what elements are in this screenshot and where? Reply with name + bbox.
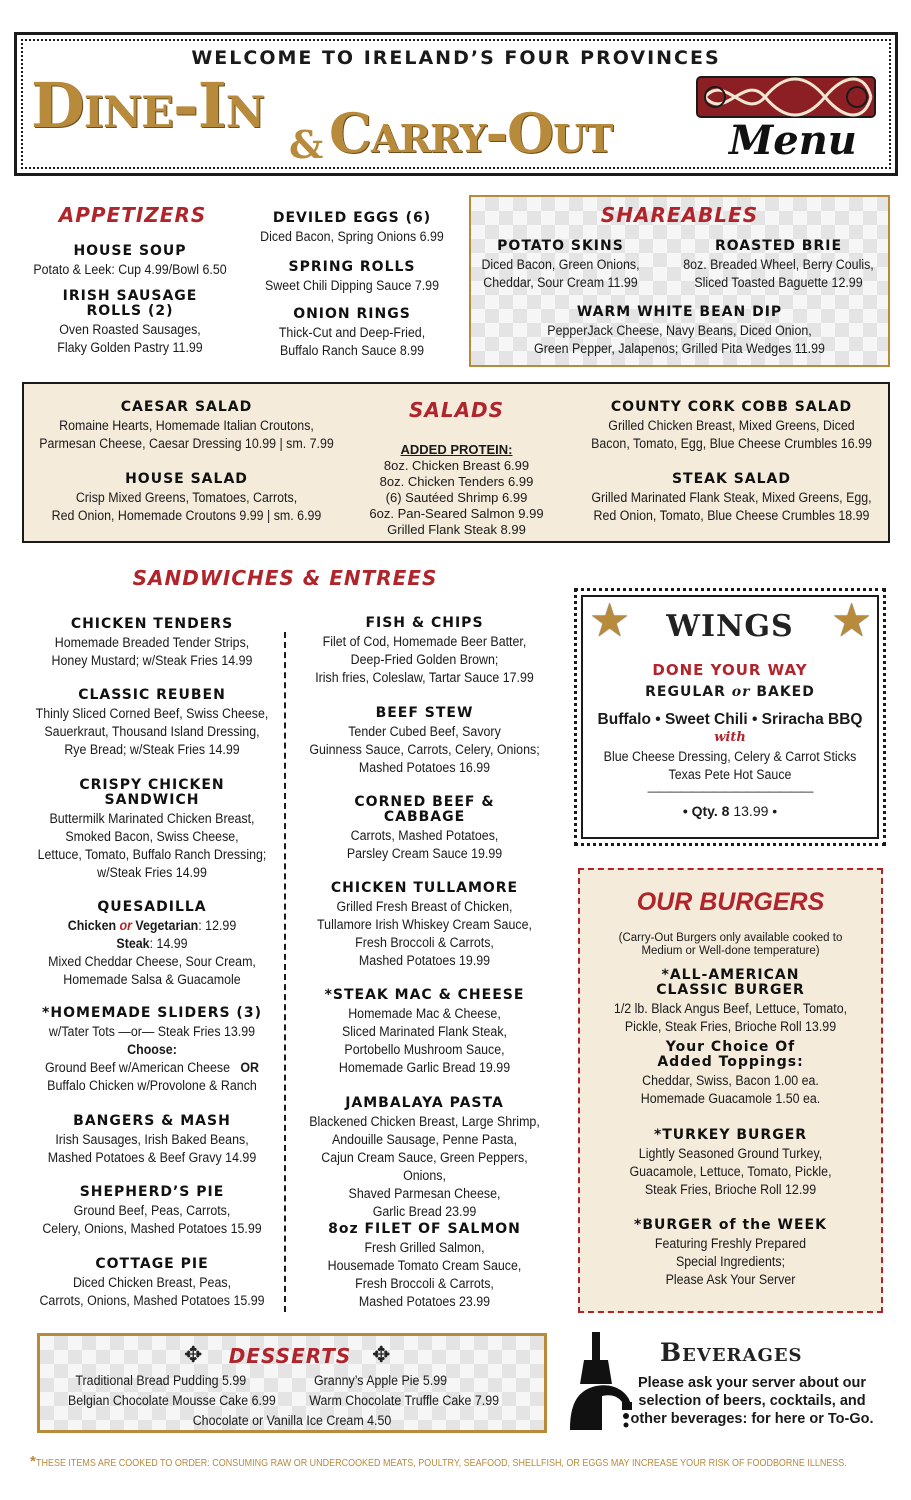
item-desc: Red Onion, Homemade Croutons 9.99 | sm. 6.99	[51, 508, 322, 523]
entree-beef-stew	[292, 706, 557, 777]
item-desc: Portobello Mushroom Sauce,	[344, 1042, 505, 1057]
item-desc: Traditional Bread Pudding 5.99	[75, 1373, 247, 1388]
item-desc: Sliced Marinated Flank Steak,	[342, 1024, 507, 1039]
dessert-apple-pie	[306, 1372, 506, 1390]
appetizer-onion-rings	[247, 307, 457, 360]
item-desc: Tender Cubed Beef, Savory	[348, 724, 501, 739]
item-title: SHEPHERD’S PIE	[79, 1184, 225, 1200]
protein-option: (6) Sautéed Shrimp 6.99	[385, 490, 528, 505]
item-title: HOUSE SALAD	[125, 471, 248, 487]
item-desc: 1/2 lb. Black Angus Beef, Lettuce, Tomato,	[613, 1001, 848, 1016]
item-title: FISH & CHIPS	[365, 615, 484, 631]
item-desc: Red Onion, Tomato, Blue Cheese Crumbles 18.99	[593, 508, 870, 523]
welcome-text: WELCOME TO IRELAND’S FOUR PROVINCES	[191, 47, 721, 69]
item-title: IRISH SAUSAGE	[62, 288, 198, 304]
item-desc: Diced Bacon, Green Onions,	[481, 257, 640, 272]
item-title: POTATO SKINS	[497, 238, 624, 254]
item-desc: Celery, Onions, Mashed Potatoes 15.99	[42, 1221, 262, 1236]
item-desc: Carrots, Mashed Potatoes,	[350, 828, 499, 843]
item-desc: Belgian Chocolate Mousse Cake 6.99	[68, 1393, 276, 1408]
item-desc: Guinness Sauce, Carrots, Celery, Onions;	[309, 742, 540, 757]
shareables-heading: SHAREABLES	[600, 203, 759, 227]
title-dine-in: Dine-In	[31, 69, 264, 142]
item-desc: Pickle, Steak Fries, Brioche Roll 13.99	[624, 1019, 837, 1034]
item-desc: Flaky Golden Pastry 11.99	[57, 340, 203, 355]
item-title: DEVILED EGGS (6)	[272, 210, 432, 226]
item-desc: Fresh Grilled Salmon,	[364, 1240, 485, 1255]
item-desc: Mixed Cheddar Cheese, Sour Cream,	[48, 954, 256, 969]
wings-sides	[577, 748, 883, 784]
beverages-line: Please ask your server about our	[637, 1375, 867, 1391]
item-title: JAMBALAYA PASTA	[345, 1095, 504, 1111]
item-desc: Lightly Seasoned Ground Turkey,	[638, 1146, 823, 1161]
item-desc: Sliced Toasted Baguette 12.99	[694, 275, 863, 290]
beverages-line: selection of beers, cocktails, and	[638, 1393, 866, 1409]
entree-jambalaya	[292, 1096, 557, 1221]
burger-of-the-week	[580, 1218, 881, 1289]
item-title: ONION RINGS	[293, 306, 411, 322]
or-word: or	[119, 918, 132, 933]
item-desc: Thick-Cut and Deep-Fried,	[278, 325, 426, 340]
item-desc: Homemade Breaded Tender Strips,	[54, 635, 250, 650]
item-title: Your Choice Of	[665, 1039, 796, 1055]
item-title: *BURGER of the WEEK	[634, 1217, 827, 1233]
wings-style	[577, 684, 883, 700]
item-desc: Steak Fries, Brioche Roll 12.99	[644, 1182, 817, 1197]
wings-qty	[577, 803, 883, 819]
item-desc: Irish fries, Coleslaw, Tartar Sauce 17.99	[315, 670, 534, 685]
entree-quesadilla	[22, 900, 282, 989]
appetizers-heading: APPETIZERS	[58, 203, 207, 227]
item-desc: Homemade Salsa & Guacamole	[63, 972, 241, 987]
desserts-box	[37, 1333, 547, 1433]
wings-rule: ———————————————	[647, 784, 813, 798]
item-desc: w/Steak Fries 14.99	[97, 865, 207, 880]
item-desc: Special Ingredients;	[675, 1254, 786, 1269]
or-word: or	[731, 684, 751, 700]
shareable-bean-dip	[481, 305, 878, 358]
desserts-heading: DESSERTS	[228, 1344, 352, 1368]
item-desc: Cheddar, Sour Cream 11.99	[483, 275, 638, 290]
star-icon: ★	[831, 594, 873, 646]
item-desc: Mashed Potatoes & Beef Gravy 14.99	[47, 1150, 257, 1165]
item-title: *TURKEY BURGER	[653, 1127, 808, 1143]
menu-script: Menu	[729, 117, 857, 164]
entree-shepherds-pie	[22, 1185, 282, 1238]
item-desc: 8oz. Breaded Wheel, Berry Coulis,	[683, 257, 874, 272]
wings-title: WINGS	[666, 609, 794, 644]
item-title: BANGERS & MASH	[73, 1113, 231, 1129]
item-desc: Chocolate or Vanilla Ice Cream 4.50	[192, 1413, 392, 1428]
choose-label: Choose:	[127, 1042, 177, 1057]
item-desc: Fresh Broccoli & Carrots,	[355, 1276, 494, 1291]
burger-turkey	[580, 1128, 881, 1199]
item-desc: Guacamole, Lettuce, Tomato, Pickle,	[629, 1164, 832, 1179]
entree-chicken-tullamore	[292, 881, 557, 970]
celtic-knot-icon	[695, 73, 877, 121]
item-desc: Mashed Potatoes 16.99	[358, 760, 491, 775]
item-desc: Grilled Marinated Flank Steak, Mixed Greens, Egg,	[591, 490, 872, 505]
item-desc: Housemade Tomato Cream Sauce,	[327, 1258, 522, 1273]
slider-option: Ground Beef w/American Cheese	[44, 1060, 231, 1075]
beverages-text	[622, 1374, 882, 1428]
option-steak: Steak	[116, 936, 150, 951]
price: : 14.99	[149, 936, 188, 951]
entree-corned-beef	[292, 795, 557, 863]
salad-cobb	[559, 400, 904, 453]
item-title: *ALL-AMERICAN	[661, 967, 800, 983]
appetizer-deviled-eggs	[247, 211, 457, 246]
item-desc: Homemade Garlic Bread 19.99	[338, 1060, 511, 1075]
item-desc: Cajun Cream Sauce, Green Peppers, Onions,	[321, 1150, 528, 1183]
protein-option: Grilled Flank Steak 8.99	[387, 522, 526, 537]
item-title: CHICKEN TULLAMORE	[330, 880, 519, 896]
item-desc: Blackened Chicken Breast, Large Shrimp,	[309, 1114, 540, 1129]
salads-box	[22, 382, 890, 543]
note-line: (Carry-Out Burgers only available cooked to	[618, 932, 843, 944]
wings-done-your-way: DONE YOUR WAY	[652, 661, 808, 679]
item-desc: Green Pepper, Jalapenos; Grilled Pita Wedges 11.99	[534, 341, 825, 356]
disclaimer-text: THESE ITEMS ARE COOKED TO ORDER: CONSUMING RAW OR UNDERCOOKED MEATS, POULTRY, SEAFOOD, SHELLFISH, OR EGGS MAY INCREASE YOUR RISK OF FOODBORNE ILLNESS.	[35, 1457, 847, 1469]
entree-classic-reuben	[22, 688, 282, 759]
beverages-line: other beverages: for here or To-Go.	[630, 1411, 874, 1427]
item-desc: Crisp Mixed Greens, Tomatoes, Carrots,	[75, 490, 298, 505]
item-desc: Cheddar, Swiss, Bacon 1.00 ea.	[642, 1073, 819, 1088]
salad-steak	[559, 472, 904, 525]
title-carry-out: Carry-Out	[329, 101, 613, 165]
item-desc: Honey Mustard; w/Steak Fries 14.99	[51, 653, 253, 668]
item-desc: Filet of Cod, Homemade Beer Batter,	[322, 634, 527, 649]
item-title-line2: SANDWICH	[104, 792, 200, 808]
item-title: 8oz FILET OF SALMON	[328, 1221, 521, 1237]
shareable-potato-skins	[473, 239, 648, 292]
item-title-line2: CABBAGE	[383, 809, 466, 825]
protein-heading: ADDED PROTEIN:	[400, 442, 513, 457]
item-desc: Sweet Chili Dipping Sauce 7.99	[265, 278, 439, 293]
dessert-truffle-cake	[300, 1392, 530, 1410]
entree-crispy-chicken	[22, 778, 282, 882]
star-icon: ★	[589, 594, 631, 646]
added-protein-list	[364, 442, 549, 538]
item-desc: Garlic Bread 23.99	[372, 1204, 477, 1219]
item-desc: Diced Bacon, Spring Onions 6.99	[260, 229, 444, 244]
item-desc: Homemade Mac & Cheese,	[348, 1006, 501, 1021]
item-desc: Oven Roasted Sausages,	[59, 322, 201, 337]
item-title: CRISPY CHICKEN	[79, 777, 225, 793]
item-title: WARM WHITE BEAN DIP	[576, 304, 783, 320]
item-desc: Ground Beef, Peas, Carrots,	[73, 1203, 231, 1218]
item-desc: Smoked Bacon, Swiss Cheese,	[65, 829, 239, 844]
item-desc: Warm Chocolate Truffle Cake 7.99	[309, 1393, 500, 1408]
item-desc: Sauerkraut, Thousand Island Dressing,	[44, 724, 260, 739]
baked-option: BAKED	[756, 684, 815, 700]
item-desc: Andouille Sausage, Penne Pasta,	[331, 1132, 518, 1147]
item-desc: Thinly Sliced Corned Beef, Swiss Cheese,	[35, 706, 269, 721]
burger-all-american	[580, 968, 881, 1036]
item-desc: Parmesan Cheese, Caesar Dressing 10.99 | sm. 7.99	[39, 436, 334, 451]
item-desc: Romaine Hearts, Homemade Italian Croutons,	[59, 418, 314, 433]
item-desc: Carrots, Onions, Mashed Potatoes 15.99	[39, 1293, 265, 1308]
beverages-heading: Beverages	[660, 1338, 803, 1367]
dessert-ice-cream	[40, 1412, 544, 1430]
item-desc: Parsley Cream Sauce 19.99	[346, 846, 503, 861]
item-desc: Irish Sausages, Irish Baked Beans,	[55, 1132, 249, 1147]
wings-with: with	[714, 730, 746, 745]
slider-option: Buffalo Chicken w/Provolone & Ranch	[47, 1078, 257, 1093]
column-divider	[284, 632, 286, 1312]
item-desc: Mashed Potatoes 19.99	[358, 953, 491, 968]
item-desc: w/Tater Tots —or— Steak Fries 13.99	[48, 1024, 256, 1039]
item-desc: Deep-Fried Golden Brown;	[350, 652, 499, 667]
item-title: CHICKEN TENDERS	[70, 616, 234, 632]
protein-option: 8oz. Chicken Breast 6.99	[383, 458, 530, 473]
protein-option: 6oz. Pan-Seared Salmon 9.99	[369, 506, 544, 521]
dessert-bread-pudding	[66, 1372, 301, 1390]
menu-header	[14, 32, 898, 176]
salads-heading: SALADS	[408, 398, 505, 422]
note-line: Medium or Well-done temperature)	[641, 945, 820, 957]
item-desc: Grilled Chicken Breast, Mixed Greens, Diced	[608, 418, 855, 433]
item-desc: Homemade Guacamole 1.50 ea.	[640, 1091, 821, 1106]
entree-chicken-tenders	[22, 617, 282, 670]
title-ampersand: &	[289, 122, 324, 167]
item-desc: Grilled Fresh Breast of Chicken,	[336, 899, 513, 914]
item-title: CORNED BEEF &	[354, 794, 495, 810]
appetizer-spring-rolls	[247, 260, 457, 295]
carryout-note	[580, 932, 881, 958]
shareables-box	[469, 195, 890, 367]
regular-option: REGULAR	[645, 684, 726, 700]
item-desc: Mashed Potatoes 23.99	[358, 1294, 491, 1309]
item-title: STEAK SALAD	[671, 471, 792, 487]
item-desc: Tullamore Irish Whiskey Cream Sauce,	[317, 917, 532, 932]
appetizer-house-soup	[20, 244, 240, 279]
fleur-icon: ✥	[184, 1342, 203, 1367]
item-desc: Shaved Parmesan Cheese,	[348, 1186, 501, 1201]
item-title: *HOMEMADE SLIDERS (3)	[42, 1005, 262, 1021]
item-desc: Buttermilk Marinated Chicken Breast,	[49, 811, 255, 826]
item-desc: Buffalo Ranch Sauce 8.99	[279, 343, 425, 358]
item-title: CAESAR SALAD	[120, 399, 253, 415]
item-title: BEEF STEW	[375, 705, 474, 721]
dessert-mousse-cake	[58, 1392, 308, 1410]
entree-bangers-mash	[22, 1114, 282, 1167]
item-desc: Please Ask Your Server	[665, 1272, 796, 1287]
burger-toppings	[580, 1040, 881, 1108]
item-desc: PepperJack Cheese, Navy Beans, Diced Onion,	[547, 323, 812, 338]
fleur-icon: ✥	[372, 1342, 391, 1367]
price: : 12.99	[198, 918, 237, 933]
wings-flavors: Buffalo • Sweet Chili • Sriracha BBQ	[597, 711, 863, 728]
entree-fish-chips	[292, 616, 557, 687]
shareable-roasted-brie	[671, 239, 886, 292]
item-title: *STEAK MAC & CHEESE	[324, 987, 525, 1003]
or-word: OR	[240, 1060, 260, 1075]
entrees-heading: SANDWICHES & ENTREES	[132, 566, 438, 590]
item-title-line2: CLASSIC BURGER	[656, 982, 805, 998]
item-desc: Featuring Freshly Prepared	[654, 1236, 807, 1251]
option-vegetarian: Vegetarian	[135, 918, 199, 933]
item-title: SPRING ROLLS	[288, 259, 416, 275]
item-title-line2: ROLLS (2)	[86, 303, 174, 319]
entree-steak-mac	[292, 988, 557, 1077]
item-title: COTTAGE PIE	[95, 1256, 209, 1272]
wings-box	[574, 588, 886, 846]
salad-house	[24, 472, 349, 525]
item-desc: Diced Chicken Breast, Peas,	[72, 1275, 232, 1290]
entree-cottage-pie	[22, 1257, 282, 1310]
salad-caesar	[24, 400, 349, 453]
qty-price: 13.99 •	[733, 803, 778, 819]
qty-label: • Qty. 8	[682, 803, 730, 819]
burgers-heading: OUR BURGERS	[636, 888, 825, 916]
item-desc: Fresh Broccoli & Carrots,	[355, 935, 494, 950]
item-title: QUESADILLA	[97, 899, 207, 915]
disclaimer-asterisk: *	[30, 1453, 36, 1470]
item-title: CLASSIC REUBEN	[78, 687, 226, 703]
item-desc: Granny’s Apple Pie 5.99	[314, 1373, 448, 1388]
item-desc: Rye Bread; w/Steak Fries 14.99	[64, 742, 240, 757]
item-title: ROASTED BRIE	[714, 238, 843, 254]
item-title-line2: Added Toppings:	[657, 1054, 804, 1070]
food-safety-disclaimer	[30, 1453, 890, 1471]
option-chicken: Chicken	[67, 918, 117, 933]
item-desc: Lettuce, Tomato, Buffalo Ranch Dressing;	[37, 847, 267, 862]
item-desc: Texas Pete Hot Sauce	[668, 767, 792, 782]
burgers-box	[578, 868, 883, 1313]
appetizer-sausage-rolls	[20, 289, 240, 357]
item-desc: Bacon, Tomato, Egg, Blue Cheese Crumbles 16.99	[591, 436, 872, 451]
protein-option: 8oz. Chicken Tenders 6.99	[379, 474, 534, 489]
quesadilla-options	[32, 917, 271, 935]
item-title: HOUSE SOUP	[73, 243, 187, 259]
item-desc: Blue Cheese Dressing, Celery & Carrot Sticks	[603, 749, 857, 764]
item-title: COUNTY CORK COBB SALAD	[610, 399, 853, 415]
entree-sliders	[22, 1006, 282, 1095]
entree-salmon	[292, 1222, 557, 1311]
item-desc: Potato & Leek: Cup 4.99/Bowl 6.50	[33, 262, 227, 277]
